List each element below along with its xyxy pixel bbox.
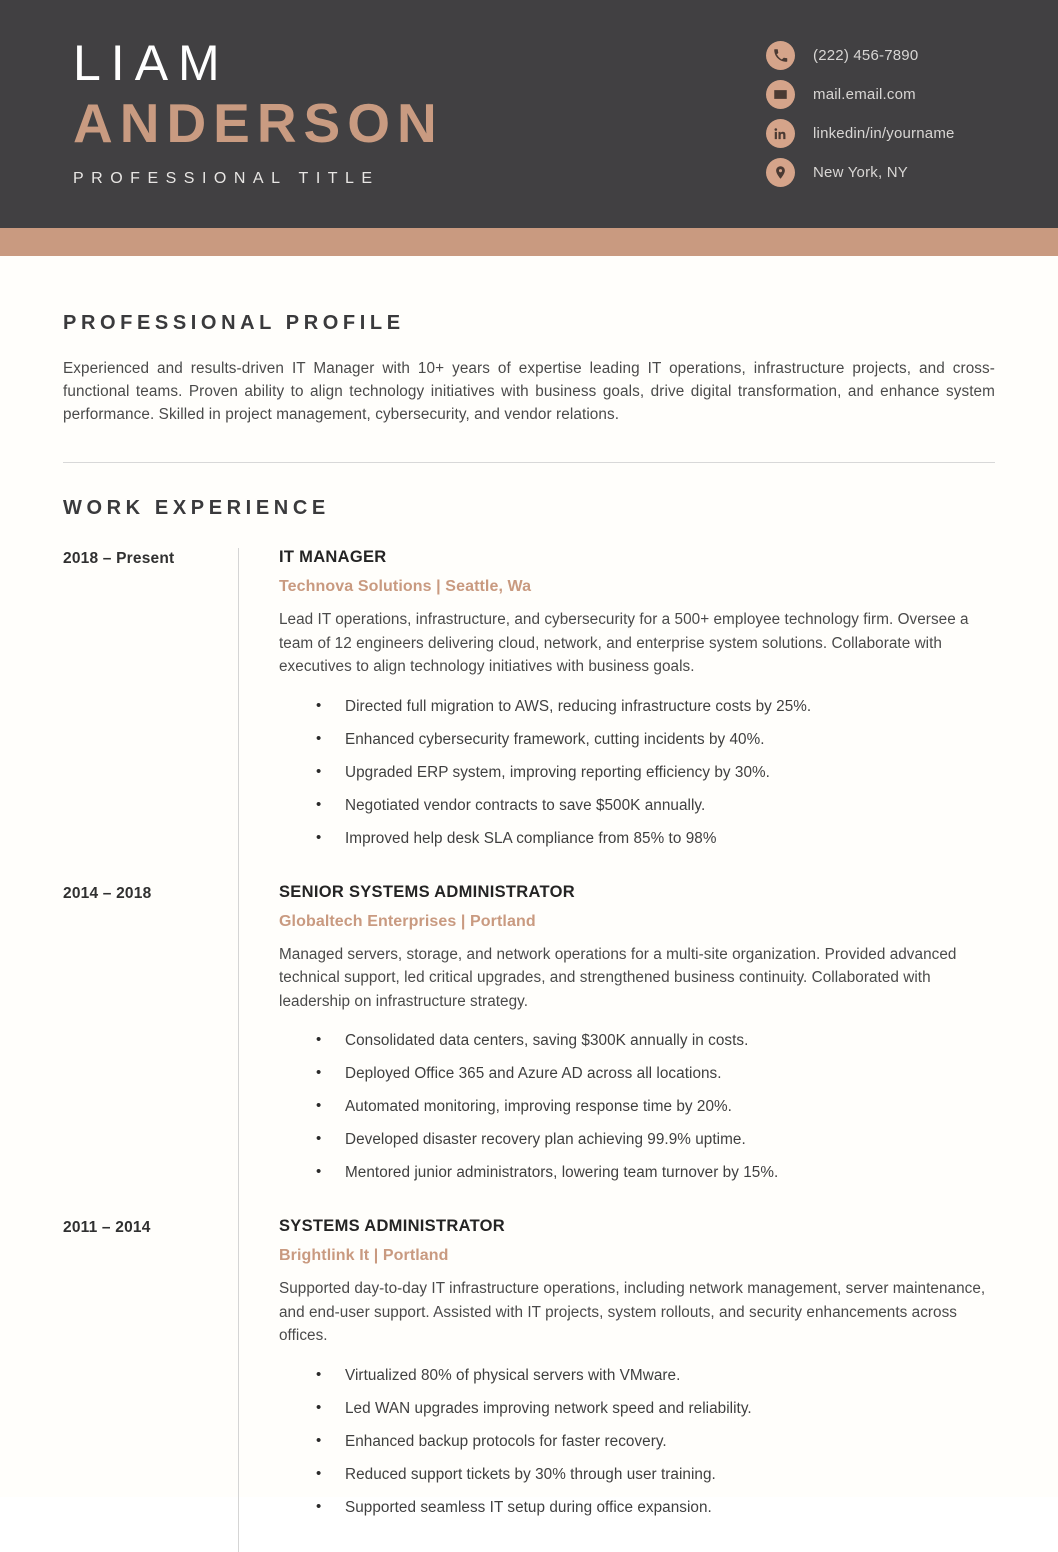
profile-heading: PROFESSIONAL PROFILE	[63, 312, 405, 334]
job-bullet: • Improved help desk SLA compliance from 85% to 98%	[279, 828, 995, 849]
job-details	[239, 883, 995, 1218]
linkedin-icon	[766, 119, 795, 148]
job-bullet: • Automated monitoring, improving response time by 20%.	[279, 1096, 995, 1117]
job-bullet: • Upgraded ERP system, improving reporting efficiency by 30%.	[279, 762, 995, 783]
job-details	[239, 548, 995, 883]
job-dates: 2018 – Present	[63, 550, 175, 567]
last-name: ANDERSON	[73, 92, 444, 154]
contact-value-phone: (222) 456-7890	[813, 47, 919, 64]
job-entry	[63, 883, 995, 1218]
job-title: SENIOR SYSTEMS ADMINISTRATOR	[279, 882, 575, 901]
contact-list	[766, 36, 955, 192]
job-bullet: • Directed full migration to AWS, reducing infrastructure costs by 25%.	[279, 696, 995, 717]
contact-value-linkedin: linkedin/in/yourname	[813, 125, 955, 142]
job-title: IT MANAGER	[279, 548, 387, 566]
job-bullet: • Negotiated vendor contracts to save $500K annually.	[279, 795, 995, 816]
location-pin-icon	[766, 158, 795, 187]
job-summary: Supported day-to-day IT infrastructure operations, including network management, server maintenance, and end-user support. Assisted with IT projects, system rollouts, and security enhancements across offices.	[279, 1280, 986, 1344]
professional-title: PROFESSIONAL TITLE	[73, 170, 380, 187]
contact-item-email[interactable]	[766, 75, 955, 114]
job-company: Technova Solutions | Seattle, Wa	[279, 578, 532, 595]
job-bullet: • Reduced support tickets by 30% through user training.	[279, 1464, 995, 1485]
name-block	[73, 36, 444, 188]
job-bullet: • Consolidated data centers, saving $300K annually in costs.	[279, 1030, 995, 1051]
resume-header	[0, 0, 1058, 228]
job-summary: Managed servers, storage, and network operations for a multi-site organization. Provided advanced technical support, led critical upgrades, and strengthened business continuity. Collaborated with leadership on infrastructure strategy.	[279, 945, 957, 1010]
job-bullet: • Mentored junior administrators, lowering team turnover by 15%.	[279, 1162, 995, 1183]
job-title: SYSTEMS ADMINISTRATOR	[279, 1217, 506, 1235]
job-company: Globaltech Enterprises | Portland	[279, 912, 536, 930]
job-summary: Lead IT operations, infrastructure, and cybersecurity for a 500+ employee technology firm. Oversee a team of 12 engineers delivering cloud, network, and enterprise system solutions. Collaborate with executives to align technology initiatives with business goals.	[279, 611, 969, 675]
professional-profile-section	[63, 256, 995, 463]
job-dates: 2011 – 2014	[63, 1219, 151, 1236]
accent-bar	[0, 228, 1058, 256]
phone-icon	[766, 41, 795, 70]
job-bullet: • Developed disaster recovery plan achieving 99.9% uptime.	[279, 1129, 995, 1150]
job-bullet-list	[279, 1030, 995, 1183]
resume-body	[0, 256, 1058, 1552]
contact-item-phone[interactable]	[766, 36, 955, 75]
contact-item-linkedin[interactable]	[766, 114, 955, 153]
job-bullet: • Supported seamless IT setup during office expansion.	[279, 1497, 995, 1518]
first-name: LIAM	[73, 35, 230, 91]
contact-item-location[interactable]	[766, 153, 955, 192]
contact-value-location: New York, NY	[813, 164, 908, 181]
email-icon	[766, 80, 795, 109]
job-details	[239, 1217, 995, 1552]
profile-text: Experienced and results-driven IT Manager with 10+ years of expertise leading IT operations, infrastructure projects, and cross-functional teams. Proven ability to align technology initiatives with business goals, drive digital transformation, and enhance system performance. Skilled in project management, cybersecurity, and vendor relations.	[63, 360, 995, 423]
job-bullet: • Enhanced backup protocols for faster recovery.	[279, 1431, 995, 1452]
job-bullet-list	[279, 696, 995, 849]
job-bullet: • Deployed Office 365 and Azure AD across all locations.	[279, 1063, 995, 1084]
job-bullet: • Virtualized 80% of physical servers with VMware.	[279, 1365, 995, 1386]
contact-value-email: mail.email.com	[813, 86, 916, 103]
job-bullet: • Led WAN upgrades improving network speed and reliability.	[279, 1398, 995, 1419]
job-dates: 2014 – 2018	[63, 884, 152, 902]
job-list	[63, 548, 995, 1552]
job-entry	[63, 548, 995, 883]
job-entry	[63, 1217, 995, 1552]
job-bullet: • Enhanced cybersecurity framework, cutting incidents by 40%.	[279, 729, 995, 750]
work-experience-section	[63, 463, 995, 1552]
job-company: Brightlink It | Portland	[279, 1247, 449, 1264]
job-bullet-list	[279, 1365, 995, 1518]
experience-heading: WORK EXPERIENCE	[63, 497, 330, 519]
